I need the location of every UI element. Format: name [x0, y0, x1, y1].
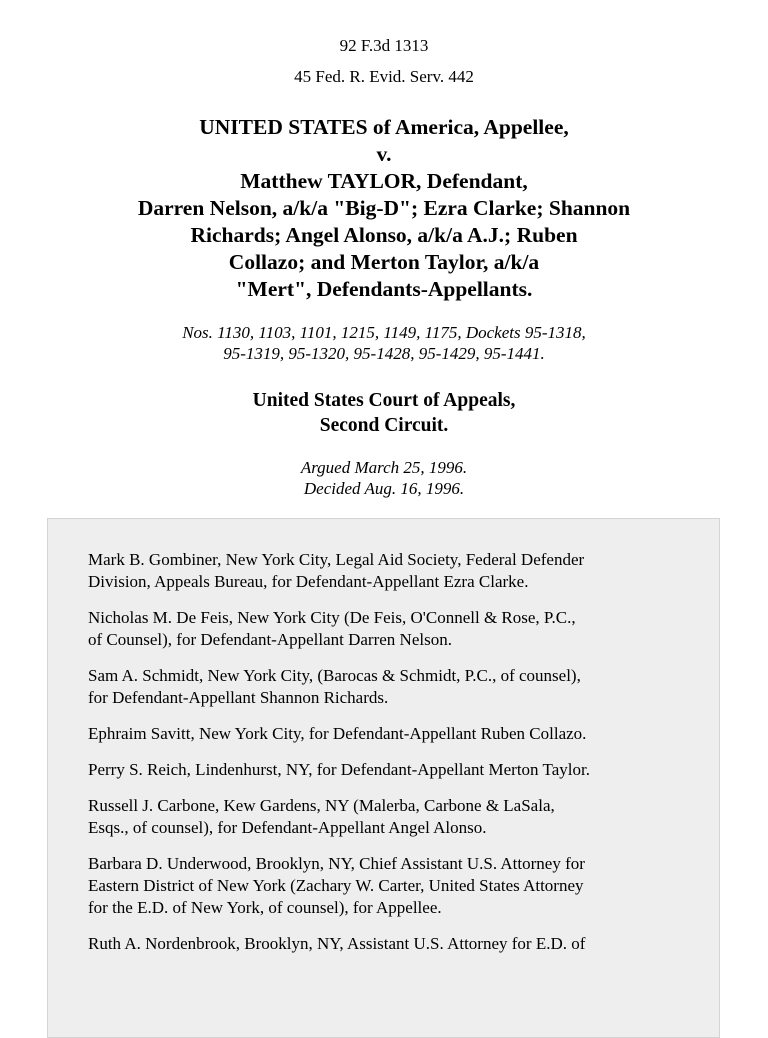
- caption-line: Collazo; and Merton Taylor, a/k/a: [228, 250, 540, 274]
- counsel-entry-line: Division, Appeals Bureau, for Defendant-Appellant Ezra Clarke.: [88, 572, 529, 591]
- counsel-entry-line: Ephraim Savitt, New York City, for Defendant-Appellant Ruben Collazo.: [88, 724, 587, 743]
- caption-line: UNITED STATES of America, Appellee,: [199, 115, 569, 139]
- counsel-section: [47, 518, 720, 1038]
- counsel-entry-line: Sam A. Schmidt, New York City, (Barocas & Schmidt, P.C., of counsel),: [88, 666, 581, 685]
- court-name: [60, 388, 708, 438]
- caption-line: Darren Nelson, a/k/a "Big-D"; Ezra Clarke; Shannon: [137, 196, 631, 220]
- counsel-entry-line: Nicholas M. De Feis, New York City (De Feis, O'Connell & Rose, P.C.,: [88, 608, 576, 627]
- caption-line: Richards; Angel Alonso, a/k/a A.J.; Ruben: [190, 223, 578, 247]
- counsel-entry-line: Perry S. Reich, Lindenhurst, NY, for Defendant-Appellant Merton Taylor.: [88, 760, 590, 779]
- counsel-entry-line: Ruth A. Nordenbrook, Brooklyn, NY, Assistant U.S. Attorney for E.D. of: [88, 934, 586, 953]
- evidence-service-citation: 45 Fed. R. Evid. Serv. 442: [294, 67, 474, 86]
- counsel-entry: [88, 933, 708, 955]
- docket-line: Nos. 1130, 1103, 1101, 1215, 1149, 1175, Dockets 95-1318,: [182, 323, 586, 342]
- counsel-entry: [88, 759, 708, 781]
- docket-numbers: [60, 322, 708, 364]
- counsel-entry-line: for Defendant-Appellant Shannon Richards.: [88, 688, 389, 707]
- counsel-entry-line: Eastern District of New York (Zachary W. Carter, United States Attorney: [88, 876, 584, 895]
- reporter-citation: 92 F.3d 1313: [339, 36, 429, 55]
- caption-line: Matthew TAYLOR, Defendant,: [240, 169, 528, 193]
- docket-line: 95-1319, 95-1320, 95-1428, 95-1429, 95-1441.: [223, 344, 545, 363]
- decided-date: Decided Aug. 16, 1996.: [303, 479, 465, 498]
- caption-line: "Mert", Defendants-Appellants.: [235, 277, 533, 301]
- counsel-entry-line: Mark B. Gombiner, New York City, Legal Aid Society, Federal Defender: [88, 550, 585, 569]
- counsel-entry: [88, 853, 708, 919]
- counsel-entry-line: Barbara D. Underwood, Brooklyn, NY, Chief Assistant U.S. Attorney for: [88, 854, 585, 873]
- counsel-entry: [88, 723, 708, 745]
- counsel-entry: [88, 607, 708, 651]
- counsel-list: [88, 549, 708, 969]
- counsel-entry: [88, 795, 708, 839]
- case-dates: [60, 457, 708, 499]
- counsel-entry-line: Russell J. Carbone, Kew Gardens, NY (Malerba, Carbone & LaSala,: [88, 796, 555, 815]
- court-line: Second Circuit.: [319, 415, 449, 436]
- case-caption: [60, 114, 708, 303]
- argued-date: Argued March 25, 1996.: [300, 458, 468, 477]
- counsel-entry-line: for the E.D. of New York, of counsel), for Appellee.: [88, 898, 442, 917]
- caption-line: v.: [376, 142, 392, 166]
- counsel-entry: [88, 665, 708, 709]
- counsel-entry-line: Esqs., of counsel), for Defendant-Appellant Angel Alonso.: [88, 818, 487, 837]
- counsel-entry-line: of Counsel), for Defendant-Appellant Darren Nelson.: [88, 630, 452, 649]
- court-line: United States Court of Appeals,: [252, 390, 516, 411]
- counsel-entry: [88, 549, 708, 593]
